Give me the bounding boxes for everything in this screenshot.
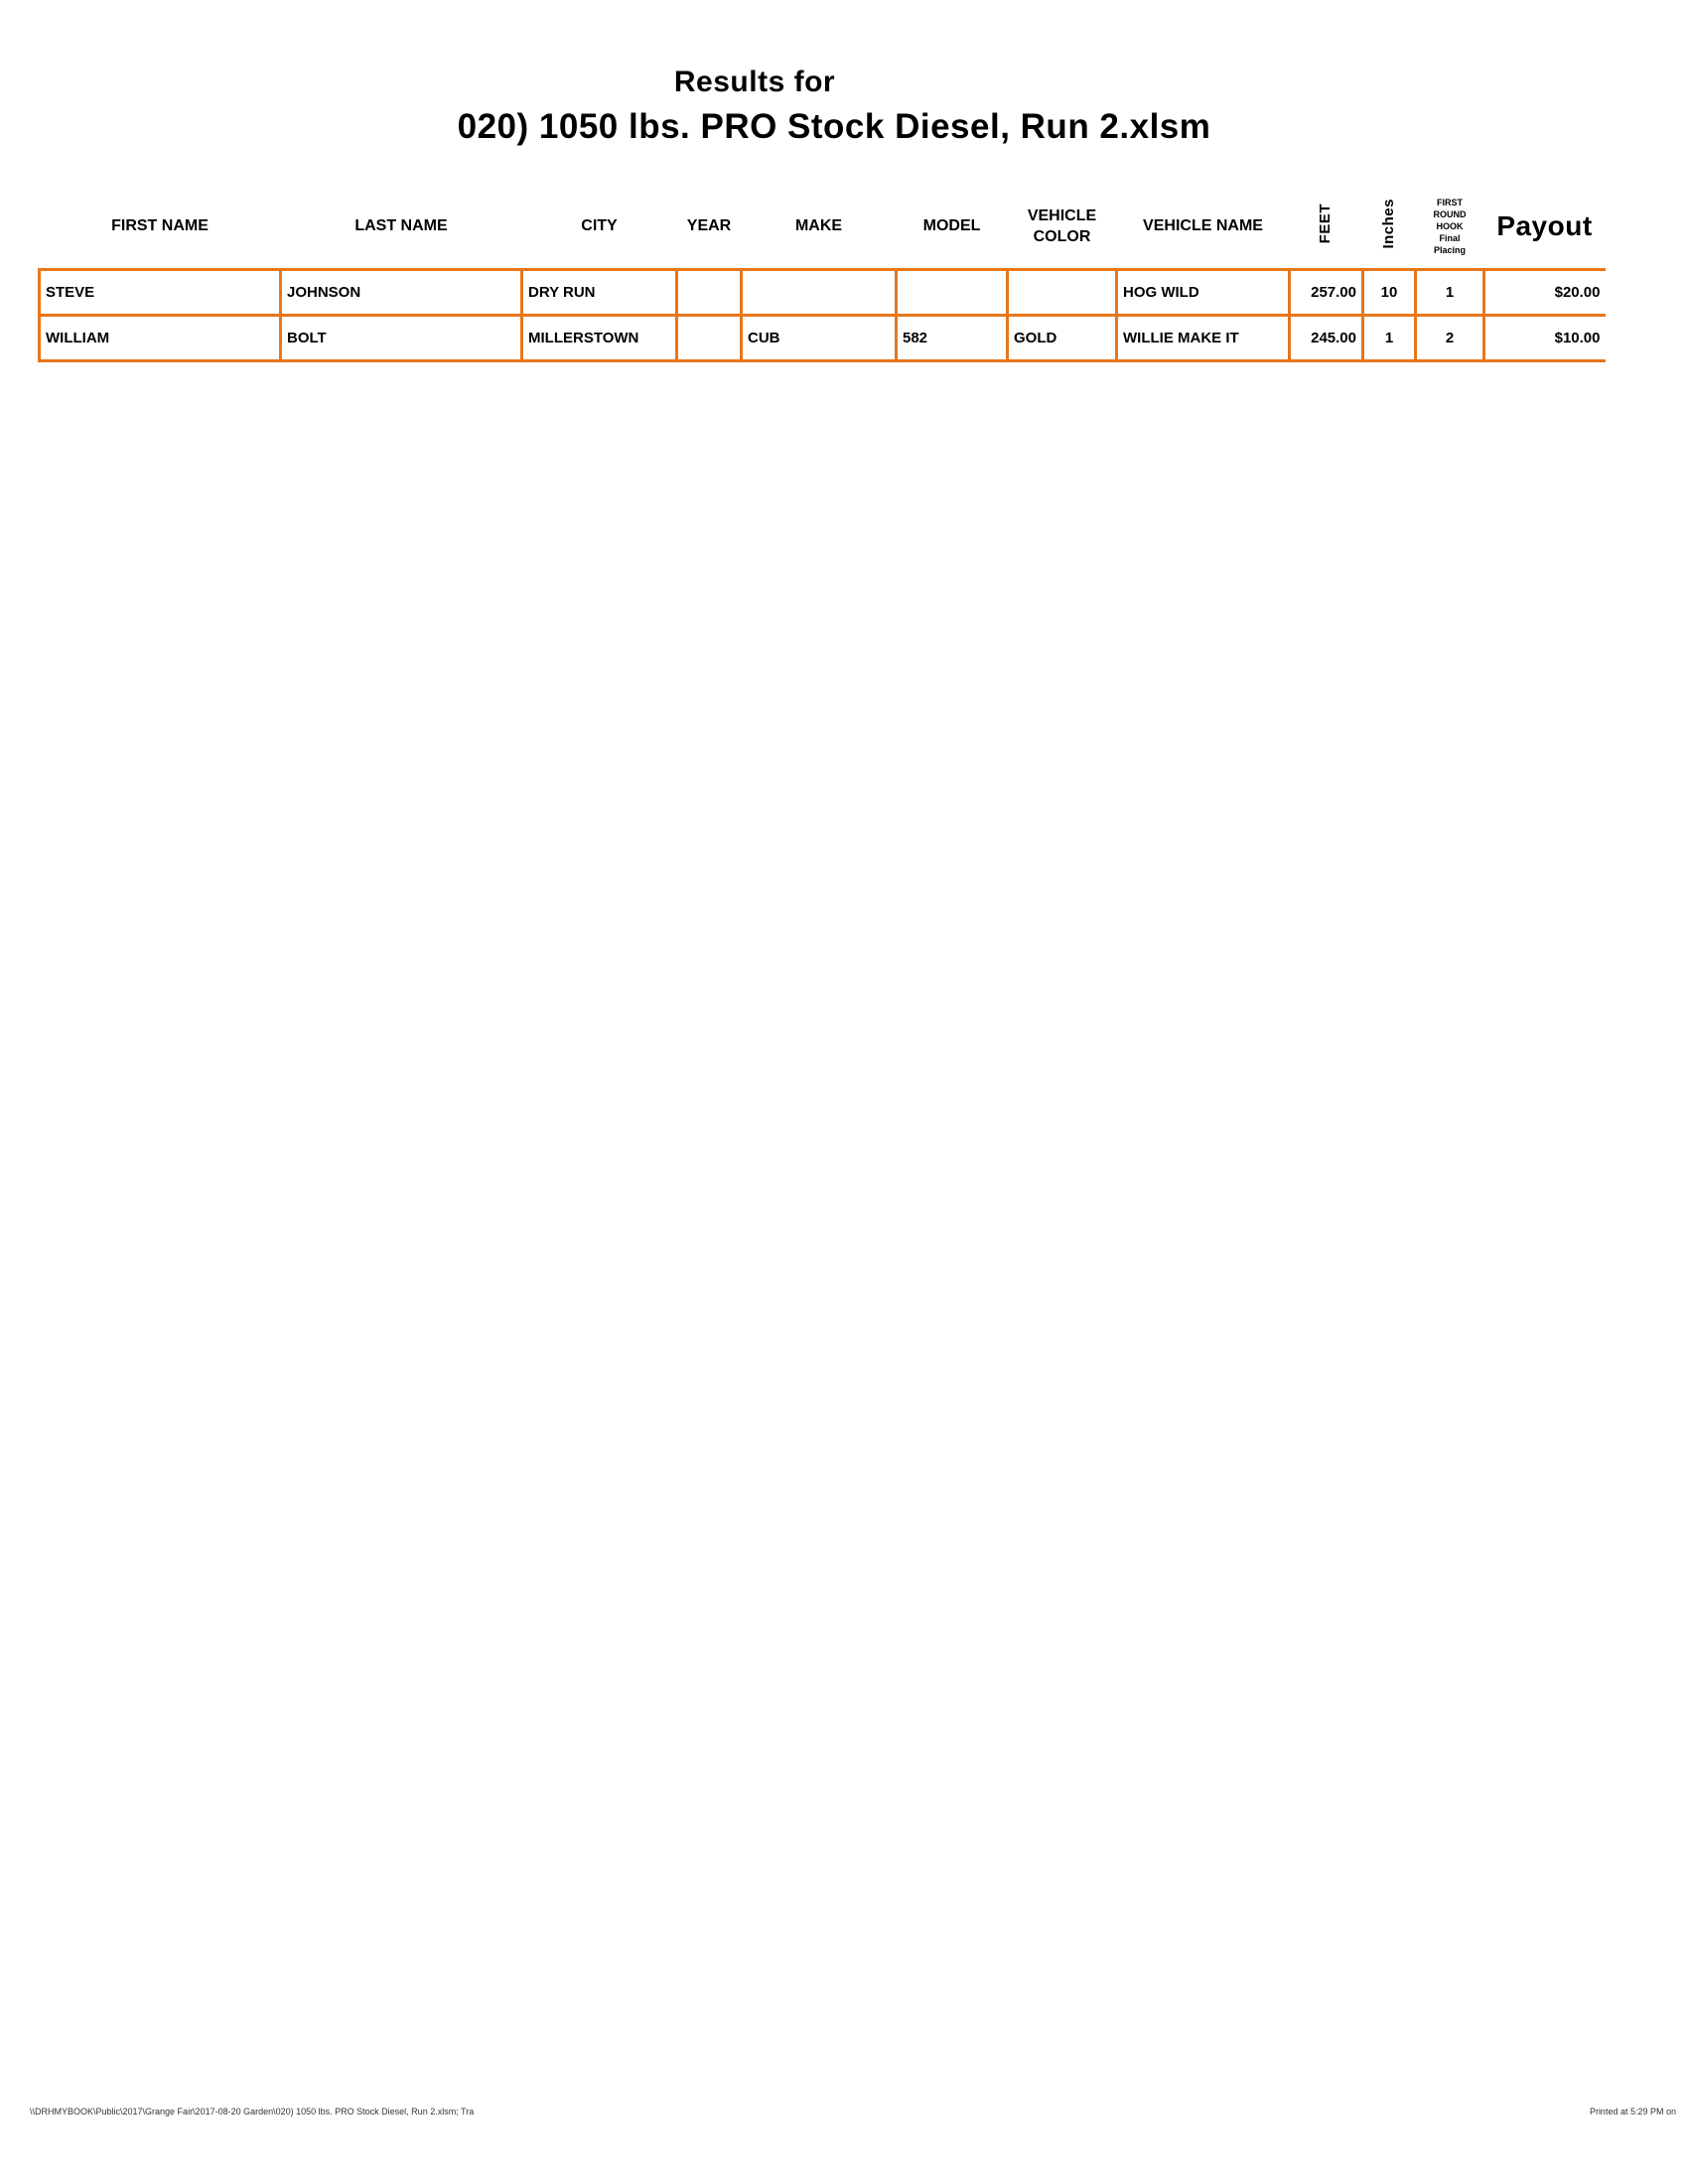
cell-year [677,315,742,360]
cell-payout: $10.00 [1484,315,1606,360]
cell-year [677,269,742,315]
cell-payout: $20.00 [1484,269,1606,315]
header-cell-last_name: LAST NAME [354,217,448,235]
header-cell-hook: FIRST ROUND HOOK Final Placing [1433,198,1467,256]
header-cell-vehicle_name: VEHICLE NAME [1143,217,1263,235]
cell-city: MILLERSTOWN [522,315,677,360]
cell-inches: 1 [1363,315,1416,360]
table-row [40,315,1606,360]
cell-feet: 257.00 [1290,269,1363,315]
cell-hook: 1 [1416,269,1484,315]
header-cell-city: CITY [581,217,618,235]
footer-printed-timestamp: Printed at 5:29 PM on [1589,2107,1676,2116]
cell-make: CUB [742,315,897,360]
header-cell-feet: FEET [1317,203,1335,244]
cell-hook: 2 [1416,315,1484,360]
header-cell-first_name: FIRST NAME [111,217,209,235]
results-table-header [40,192,1606,269]
cell-model: 582 [897,315,1008,360]
page-title-line1: Results for [673,66,836,98]
header-cell-make: MAKE [794,217,843,235]
header-cell-inches: Inches [1379,198,1397,249]
cell-vehicle_color: GOLD [1008,315,1117,360]
cell-last_name: JOHNSON [281,269,522,315]
cell-first_name: STEVE [40,269,281,315]
cell-vehicle_color [1008,269,1117,315]
cell-make [742,269,897,315]
cell-city: DRY RUN [522,269,677,315]
cell-vehicle_name: WILLIE MAKE IT [1117,315,1290,360]
table-row [40,269,1606,315]
cell-inches: 10 [1363,269,1416,315]
header-cell-vehicle_color: VEHICLE COLOR [1027,206,1097,246]
cell-last_name: BOLT [281,315,522,360]
cell-vehicle_name: HOG WILD [1117,269,1290,315]
header-cell-year: YEAR [686,217,732,235]
header-row [40,192,1606,269]
page-title-line2: 020) 1050 lbs. PRO Stock Diesel, Run 2.xlsm [457,107,1211,146]
cell-feet: 245.00 [1290,315,1363,360]
header-cell-payout: Payout [1496,210,1593,242]
footer-file-path: \\DRHMYBOOK\Public\2017\Grange Fair\2017-08-20 Garden\020) 1050 lbs. PRO Stock Diesel, Run 2.xlsm; Tra [30,2107,475,2116]
cell-first_name: WILLIAM [40,315,281,360]
cell-model [897,269,1008,315]
results-table [38,192,1606,362]
header-cell-model: MODEL [922,217,981,235]
results-table-body [40,269,1606,360]
